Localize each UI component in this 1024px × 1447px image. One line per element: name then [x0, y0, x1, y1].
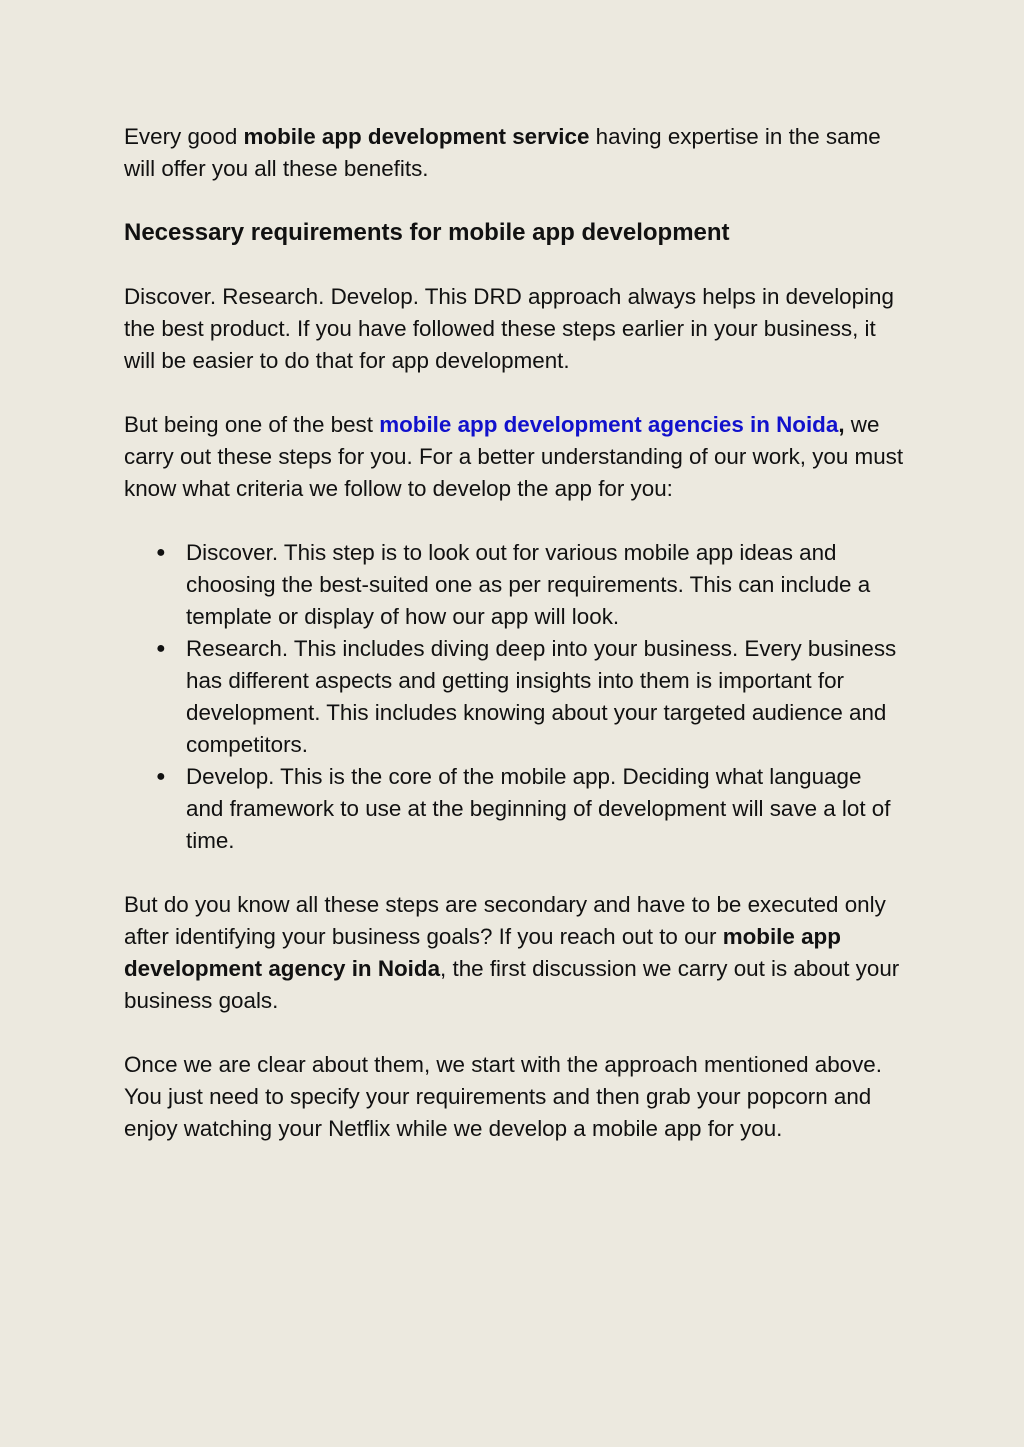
- goals-paragraph: [124, 889, 904, 1017]
- bullet-icon: ●: [156, 544, 166, 561]
- agency-text-start: But being one of the best: [124, 412, 380, 437]
- goals-text-start: But do you know all these steps are secondary and have to be executed only after identifying your business goals? If you reach out to our: [124, 892, 886, 949]
- agency-comma: ,: [838, 412, 845, 437]
- bullet-icon: ●: [156, 768, 166, 785]
- section-heading: Necessary requirements for mobile app development: [124, 219, 730, 246]
- goals-text-end: , the first discussion we carry out is about your business goals.: [124, 956, 900, 1013]
- steps-list: [124, 537, 904, 857]
- list-item-discover: [156, 537, 904, 633]
- goals-bold-phrase: mobile app development agency in Noida: [124, 924, 841, 981]
- list-item-text: Research. This includes diving deep into your business. Every business has different aspects and getting insights into them is important for development. This includes knowing about your targeted audience and competitors.: [186, 636, 897, 757]
- drd-paragraph: Discover. Research. Develop. This DRD approach always helps in developing the best product. If you have followed these steps earlier in your business, it will be easier to do that for app development.: [124, 284, 894, 373]
- document-body: [124, 121, 904, 1177]
- agency-paragraph: [124, 409, 904, 505]
- intro-text-end: having expertise in the same will offer you all these benefits.: [124, 124, 881, 181]
- list-item-text: Discover. This step is to look out for various mobile app ideas and choosing the best-suited one as per requirements. This can include a template or display of how our app will look.: [186, 540, 871, 629]
- intro-bold-phrase: mobile app development service: [243, 124, 590, 149]
- list-item-text: Develop. This is the core of the mobile app. Deciding what language and framework to use at the beginning of development will save a lot of time.: [186, 764, 891, 853]
- intro-paragraph: [124, 121, 904, 185]
- intro-text-start: Every good: [124, 124, 244, 149]
- agencies-link[interactable]: mobile app development agencies in Noida: [379, 412, 839, 437]
- closing-paragraph: Once we are clear about them, we start with the approach mentioned above. You just need to specify your requirements and then grab your popcorn and enjoy watching your Netflix while we develop a mobile app for you.: [124, 1052, 882, 1141]
- list-item-develop: [156, 761, 904, 857]
- agency-text-end: we carry out these steps for you. For a better understanding of our work, you must know what criteria we follow to develop the app for you:: [124, 412, 904, 501]
- list-item-research: [156, 633, 904, 761]
- bullet-icon: ●: [156, 640, 166, 657]
